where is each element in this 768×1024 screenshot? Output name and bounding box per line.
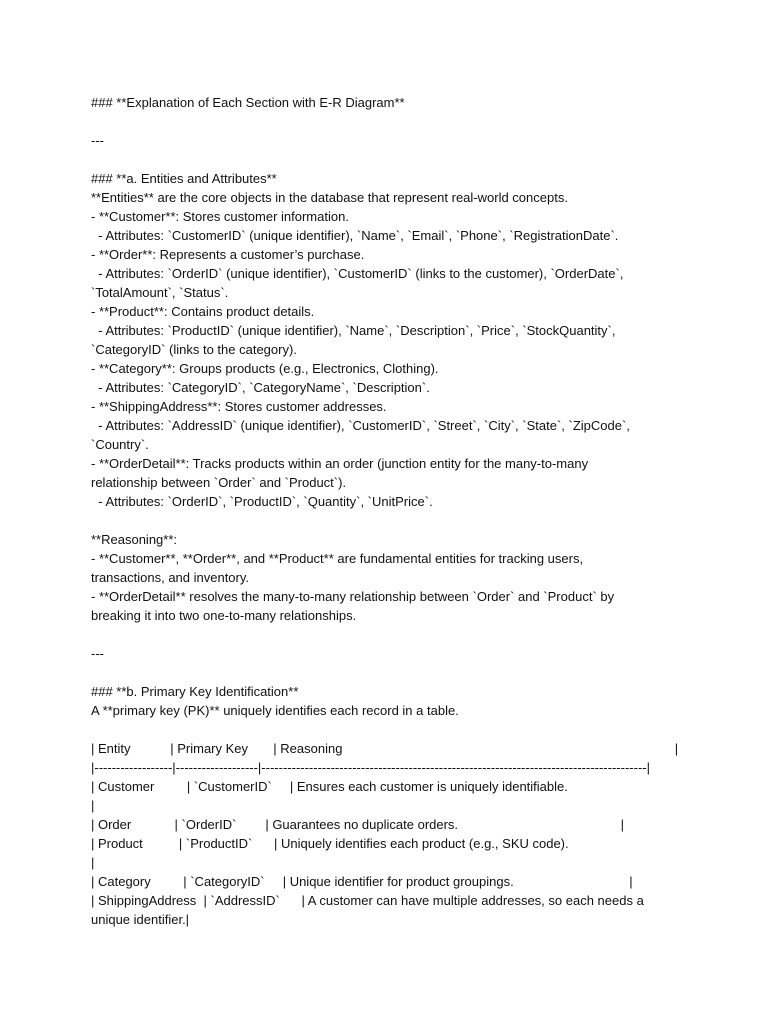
reasoning-item-1-cont: transactions, and inventory. bbox=[91, 570, 250, 585]
shipping-address-attributes: - Attributes: `AddressID` (unique identifier), `CustomerID`, `Street`, `City`, `State`, `ZipCode`, bbox=[91, 418, 630, 433]
heading-explanation: ### **Explanation of Each Section with E-R Diagram** bbox=[91, 95, 405, 110]
order-detail-attributes: - Attributes: `OrderID`, `ProductID`, `Quantity`, `UnitPrice`. bbox=[91, 494, 433, 509]
reasoning-item-1: - **Customer**, **Order**, and **Product** are fundamental entities for tracking users, bbox=[91, 551, 584, 566]
customer-attributes: - Attributes: `CustomerID` (unique identifier), `Name`, `Email`, `Phone`, `RegistrationDate`. bbox=[91, 228, 619, 243]
blank-line bbox=[91, 511, 691, 530]
blank-line bbox=[91, 112, 691, 131]
list-item-order: - **Order**: Represents a customer’s purchase. bbox=[91, 247, 365, 262]
document-body bbox=[91, 93, 691, 929]
heading-primary-key: ### **b. Primary Key Identification** bbox=[91, 684, 299, 699]
table-header: | Entity | Primary Key | Reasoning | bbox=[91, 741, 679, 756]
table-row-shipping-address-cont: unique identifier.| bbox=[91, 912, 190, 927]
table-row-customer: | Customer | `CustomerID` | Ensures each customer is uniquely identifiable. bbox=[91, 779, 568, 794]
blank-line bbox=[91, 150, 691, 169]
category-attributes: - Attributes: `CategoryID`, `CategoryName`, `Description`. bbox=[91, 380, 430, 395]
table-row-product: | Product | `ProductID` | Uniquely identifies each product (e.g., SKU code). bbox=[91, 836, 569, 851]
list-item-shipping-address: - **ShippingAddress**: Stores customer addresses. bbox=[91, 399, 387, 414]
table-row-customer-end: | bbox=[91, 798, 95, 813]
blank-line bbox=[91, 663, 691, 682]
order-detail-cont: relationship between `Order` and `Product`). bbox=[91, 475, 347, 490]
list-item-order-detail: - **OrderDetail**: Tracks products within an order (junction entity for the many-to-many bbox=[91, 456, 589, 471]
order-attributes-cont: `TotalAmount`, `Status`. bbox=[91, 285, 229, 300]
blank-line bbox=[91, 625, 691, 644]
table-row-shipping-address: | ShippingAddress | `AddressID` | A customer can have multiple addresses, so each needs a bbox=[91, 893, 644, 908]
shipping-address-attributes-cont: `Country`. bbox=[91, 437, 149, 452]
horizontal-rule: --- bbox=[91, 646, 104, 661]
table-separator: |------------------|-------------------|-----------------------------------------------------------------------------------------| bbox=[91, 760, 650, 775]
reasoning-heading: **Reasoning**: bbox=[91, 532, 178, 547]
list-item-customer: - **Customer**: Stores customer information. bbox=[91, 209, 349, 224]
product-attributes-cont: `CategoryID` (links to the category). bbox=[91, 342, 297, 357]
reasoning-item-2-cont: breaking it into two one-to-many relationships. bbox=[91, 608, 357, 623]
product-attributes: - Attributes: `ProductID` (unique identifier), `Name`, `Description`, `Price`, `StockQuantity`, bbox=[91, 323, 616, 338]
horizontal-rule: --- bbox=[91, 133, 104, 148]
table-row-order: | Order | `OrderID` | Guarantees no duplicate orders. | bbox=[91, 817, 624, 832]
list-item-category: - **Category**: Groups products (e.g., Electronics, Clothing). bbox=[91, 361, 439, 376]
reasoning-item-2: - **OrderDetail** resolves the many-to-many relationship between `Order` and `Product` by bbox=[91, 589, 615, 604]
table-row-product-end: | bbox=[91, 855, 95, 870]
entities-intro: **Entities** are the core objects in the database that represent real-world concepts. bbox=[91, 190, 568, 205]
list-item-product: - **Product**: Contains product details. bbox=[91, 304, 315, 319]
table-row-category: | Category | `CategoryID` | Unique identifier for product groupings. | bbox=[91, 874, 633, 889]
primary-key-intro: A **primary key (PK)** uniquely identifies each record in a table. bbox=[91, 703, 459, 718]
order-attributes: - Attributes: `OrderID` (unique identifier), `CustomerID` (links to the customer), `OrderDate`, bbox=[91, 266, 624, 281]
heading-entities-attributes: ### **a. Entities and Attributes** bbox=[91, 171, 277, 186]
blank-line bbox=[91, 720, 691, 739]
